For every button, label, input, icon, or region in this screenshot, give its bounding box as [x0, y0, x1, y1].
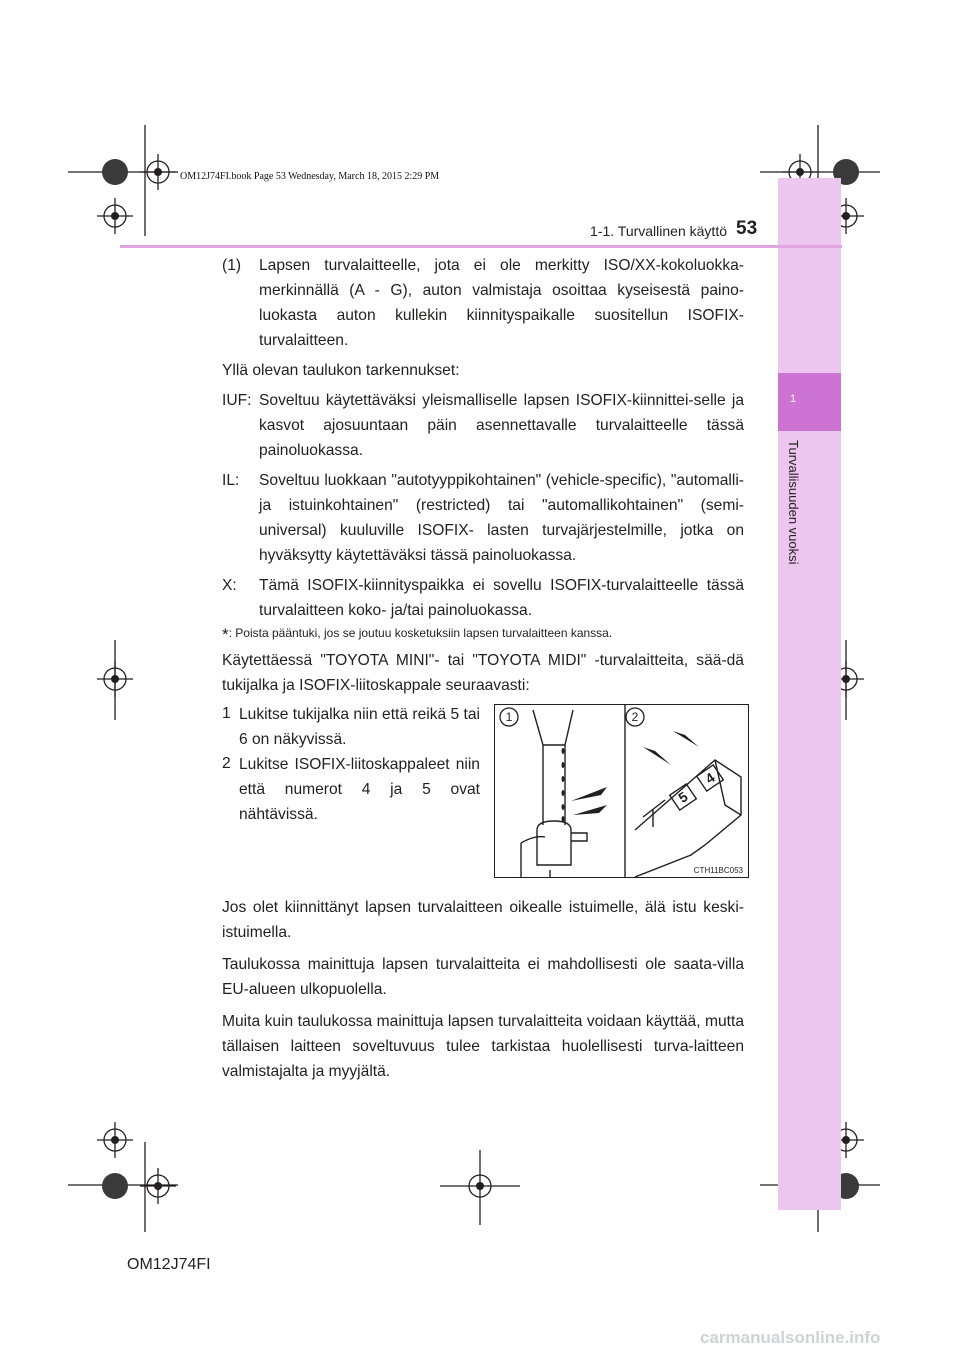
step-text: Lukitse ISOFIX-liitoskappaleet niin että numerot 4 ja 5 ovat nähtävissä. [239, 756, 480, 823]
list-item-1 [222, 253, 744, 353]
definition-iuf [222, 388, 744, 463]
paragraph: Jos olet kiinnittänyt lapsen turvalaitteen oikealle istuimelle, älä istu keski-istuimella. [222, 899, 744, 941]
step-number: 1 [222, 705, 231, 722]
footer-manual-code: OM12J74FI [127, 1256, 211, 1273]
isofix-illustration [494, 704, 749, 878]
definition-x [222, 573, 744, 623]
definition-text: Soveltuu luokkaan "autotyyppikohtainen" (vehicle-specific), "automalli- ja istuinkohtainen" (restricted) tai "automallikohtainen" (semi-universal) kuuluville ISOFIX- lasten turvajärjestelmille, jotka on hyväksytty käytettäväksi tässä painoluokassa. [259, 472, 744, 564]
definition-label: IUF: [222, 392, 252, 409]
definition-text: Soveltuu käytettäväksi yleismalliselle lapsen ISOFIX-kiinnittei-selle ja kasvot ajosuuntaan päin asennettavalle turvalaitteelle tässä painoluokassa. [259, 392, 744, 459]
figure-callout-1: 1 [505, 710, 513, 724]
step-1 [222, 702, 480, 752]
intro-paragraph: Käytettäessä "TOYOTA MINI"- tai "TOYOTA MIDI" -turvalaitteita, sää-dä tukijalka ja ISOFIX-liitoskappale seuraavasti: [222, 652, 744, 694]
step-2 [222, 752, 480, 827]
explanations-heading: Yllä olevan taulukon tarkennukset: [222, 362, 460, 379]
chapter-title: Turvallisuuden vuoksi [786, 440, 801, 565]
definition-label: X: [222, 577, 237, 594]
footnote-star: * [222, 625, 229, 644]
side-tab-background [778, 178, 841, 1210]
chapter-number: 1 [789, 393, 797, 405]
paragraph: Taulukossa mainittuja lapsen turvalaitteita ei mahdollisesti ole saata-villa EU-alueen ulkopuolella. [222, 956, 744, 998]
section-title: 1-1. Turvallinen käyttö [590, 223, 727, 239]
item-label: (1) [222, 257, 242, 274]
step-text: Lukitse tukijalka niin että reikä 5 tai 6 on näkyvissä. [239, 706, 480, 748]
page-number: 53 [736, 218, 758, 239]
definition-text: Tämä ISOFIX-kiinnityspaikka ei sovellu ISOFIX-turvalaitteelle tässä turvalaitteen koko- ja/tai painoluokassa. [259, 577, 744, 619]
footnote [222, 625, 744, 643]
item-text: Lapsen turvalaitteelle, jota ei ole merkitty ISO/XX-kokoluokka-merkinnällä (A - G), auton valmistaja osoittaa kyseisestä paino-luokasta auton kullekin kiinnityspaikalle suositellun ISOFIX-turvalaitteen. [259, 257, 744, 349]
figure-code: CTH11BC053 [693, 866, 743, 875]
step-number: 2 [222, 755, 231, 772]
footnote-text: : Poista pääntuki, jos se joutuu kosketuksiin lapsen turvalaitteen kanssa. [228, 626, 613, 640]
definition-il [222, 468, 744, 568]
steps-with-figure [222, 702, 744, 888]
figure-digit-4: 4 [702, 769, 718, 787]
print-info-line: OM12J74FI.book Page 53 Wednesday, March 18, 2015 2:29 PM [180, 171, 440, 182]
figure-digit-5: 5 [675, 788, 691, 806]
page-content [222, 253, 744, 1084]
header-rule [120, 245, 842, 248]
figure-callout-2: 2 [631, 710, 639, 724]
paragraph: Muita kuin taulukossa mainittuja lapsen turvalaitteita voidaan käyttää, mutta tällaisen laitteen soveltuvuus tulee tarkistaa huolellisesti turva-laitteen valmistajalta ja myyjältä. [222, 1013, 744, 1080]
definition-label: IL: [222, 472, 240, 489]
watermark: carmanualsonline.info [700, 1328, 881, 1347]
isofix-drawing [495, 705, 748, 877]
